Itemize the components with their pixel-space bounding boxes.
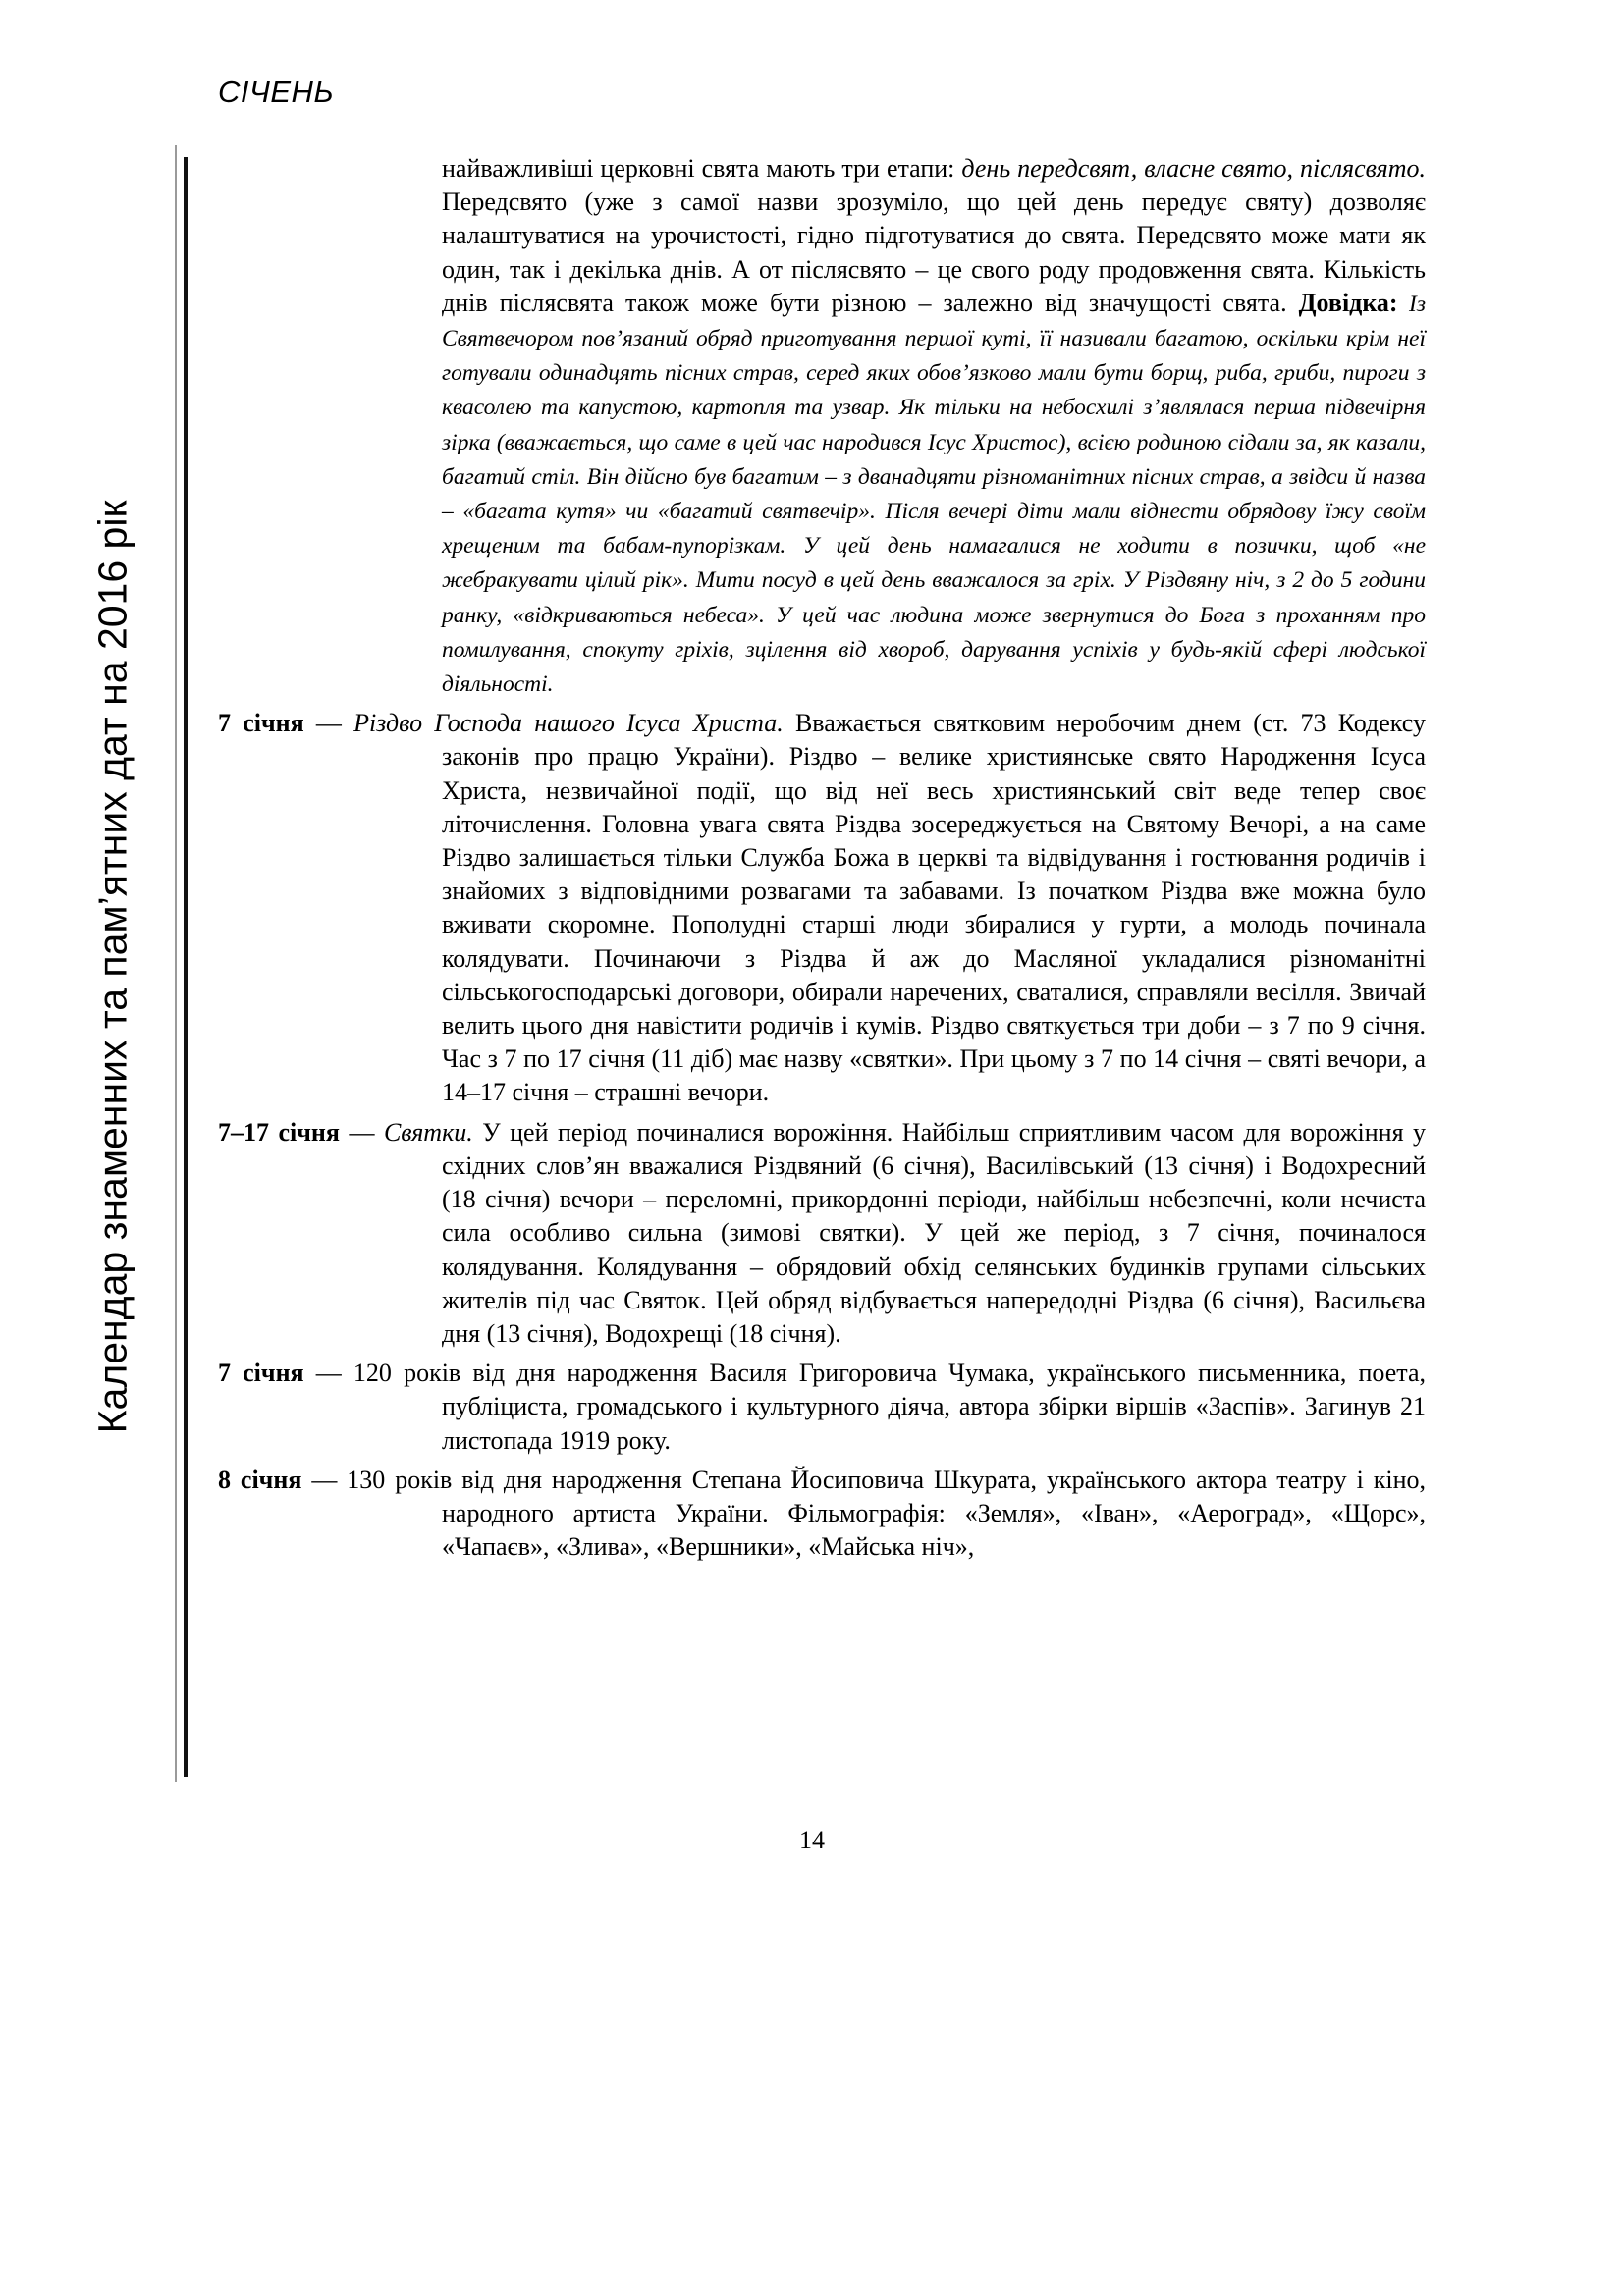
margin-rule-thin bbox=[175, 145, 177, 1782]
running-head-section: СІЧЕНЬ bbox=[218, 75, 335, 109]
calendar-entry bbox=[218, 1357, 1426, 1458]
calendar-entry bbox=[218, 1464, 1426, 1565]
entry-dash: — bbox=[301, 1465, 348, 1494]
intro-paragraph bbox=[218, 152, 1426, 701]
entry-date: 8 січня bbox=[218, 1465, 302, 1494]
intro-text-1: найважливіші церковні свята мають три етапи: bbox=[442, 154, 962, 183]
page-body bbox=[218, 152, 1426, 1564]
margin-rule-thick bbox=[184, 157, 188, 1777]
vertical-book-title: Календар знаменних та пам’ятних дат на 2016 рік bbox=[89, 500, 135, 1434]
entry-text: У цей період починалися ворожіння. Найбільш сприятливим часом для ворожіння у східних слов’ян вважалися Різдвяний (6 січня), Василівський (13 січня) і Водохресний (18 січня) вечори – переломні, прикордонні періоди, найбільш небезпечні, коли нечиста сила особливо сильна (зимові святки). У цей же період, з 7 січня, починалося колядування. Колядування – обрядовий обхід селянських будинків групами сільських жителів під час Святок. Цей обряд відбувається напередодні Різдва (6 січня), Васильєва дня (13 січня), Водохрещі (18 січня). bbox=[442, 1117, 1427, 1348]
intro-text-2: Передсвято (уже з самої назви зрозуміло, що цей день передує святу) дозволяє налаштуватися на урочистості, гідно підготуватися до свята. Передсвято може мати як один, так і декілька днів. А от післясвято – це свого роду продовження свята. Кількість днів післясвята також може бути різною – залежно від значущості свята. bbox=[442, 187, 1426, 317]
note-label: Довідка: bbox=[1298, 288, 1398, 317]
entry-dash: — bbox=[303, 1359, 353, 1388]
calendar-entry bbox=[218, 1116, 1426, 1351]
entry-text: 130 років від дня народження Степана Йосиповича Шкурата, українського актора театру і кіно, народного артиста України. Фільмографія: «Земля», «Іван», «Аероград», «Щорс», «Чапаєв», «Злива», «Вершники», «Майська ніч», bbox=[347, 1465, 1427, 1562]
intro-italic-stages: день передсвят, власне свято, післясвято. bbox=[961, 154, 1426, 183]
calendar-entry bbox=[218, 707, 1426, 1109]
entry-text: Вважається святковим неробочим днем (ст. 73 Кодексу законів про працю України). Різдво – велике християнське свято Народження Ісуса Христа, незвичайної події, що від неї весь християнський світ веде тепер своє літочислення. Головна увага свята Різдва зосереджується на Святому Вечорі, а на саме Різдво залишається тільки Служба Божа в церкві та відвідування і гостювання родичів і знайомих з відповідними розвагами та забавами. Із початком Різдва вже можна було вживати скоромне. Пополудні старші люди збиралися у гурти, а молодь починала колядувати. Починаючи з Різдва й аж до Масляної укладалися різноманітні сільськогосподарські договори, обирали наречених, сваталися, справляли весілля. Звичай велить цього дня навістити родичів і кумів. Різдво святкується три доби – з 7 по 9 січня. Час з 7 по 17 січня (11 діб) має назву «святки». При цьому з 7 по 14 січня – святі вечори, а 14–17 січня – страшні вечори. bbox=[442, 709, 1426, 1107]
entry-date: 7 січня bbox=[218, 709, 304, 738]
entry-dash: — bbox=[339, 1117, 384, 1147]
note-text: Із Святвечором пов’язаний обряд приготування першої куті, її називали багатою, оскільки крім неї готували одинадцять пісних страв, серед яких обов’язково мали бути борщ, риба, гриби, пироги з квасолею та капустою, картопля та узвар. Як тільки на небосхилі з’являлася перша підвечірня зірка (вважається, що саме в цей час народився Ісус Христос), всією родиною сідали за, як казали, багатий стіл. Він дійсно був багатим – з дванадцяти різноманітних пісних страв, а звідси й назва – «багата кутя» чи «багатий святвечір». Після вечері діти мали віднести обрядову їжу своїм хрещеним та бабам-пупорізкам. У цей день намагалися не ходити в позички, щоб «не жебракувати цілий рік». Мити посуд в цей день вважалося за гріх. У Різдвяну ніч, з 2 до 5 години ранку, «відкриваються небеса». У цей час людина може звернутися до Бога з проханням про помилування, спокуту гріхів, зцілення від хвороб, дарування успіхів у будь-якій сфері людської діяльності. bbox=[442, 291, 1426, 698]
page-number: 14 bbox=[799, 1826, 825, 1854]
entry-date: 7 січня bbox=[218, 1359, 304, 1388]
entry-dash: — bbox=[303, 709, 354, 738]
entry-title: Святки. bbox=[383, 1117, 473, 1147]
entry-text: 120 років від дня народження Василя Григоровича Чумака, українського письменника, поета, публіциста, громадського і культурного діяча, автора збірки віршів «Заспів». Загинув 21 листопада 1919 року. bbox=[352, 1359, 1426, 1455]
entry-date: 7–17 січня bbox=[218, 1117, 340, 1147]
entry-title: Різдво Господа нашого Ісуса Христа. bbox=[353, 709, 784, 738]
